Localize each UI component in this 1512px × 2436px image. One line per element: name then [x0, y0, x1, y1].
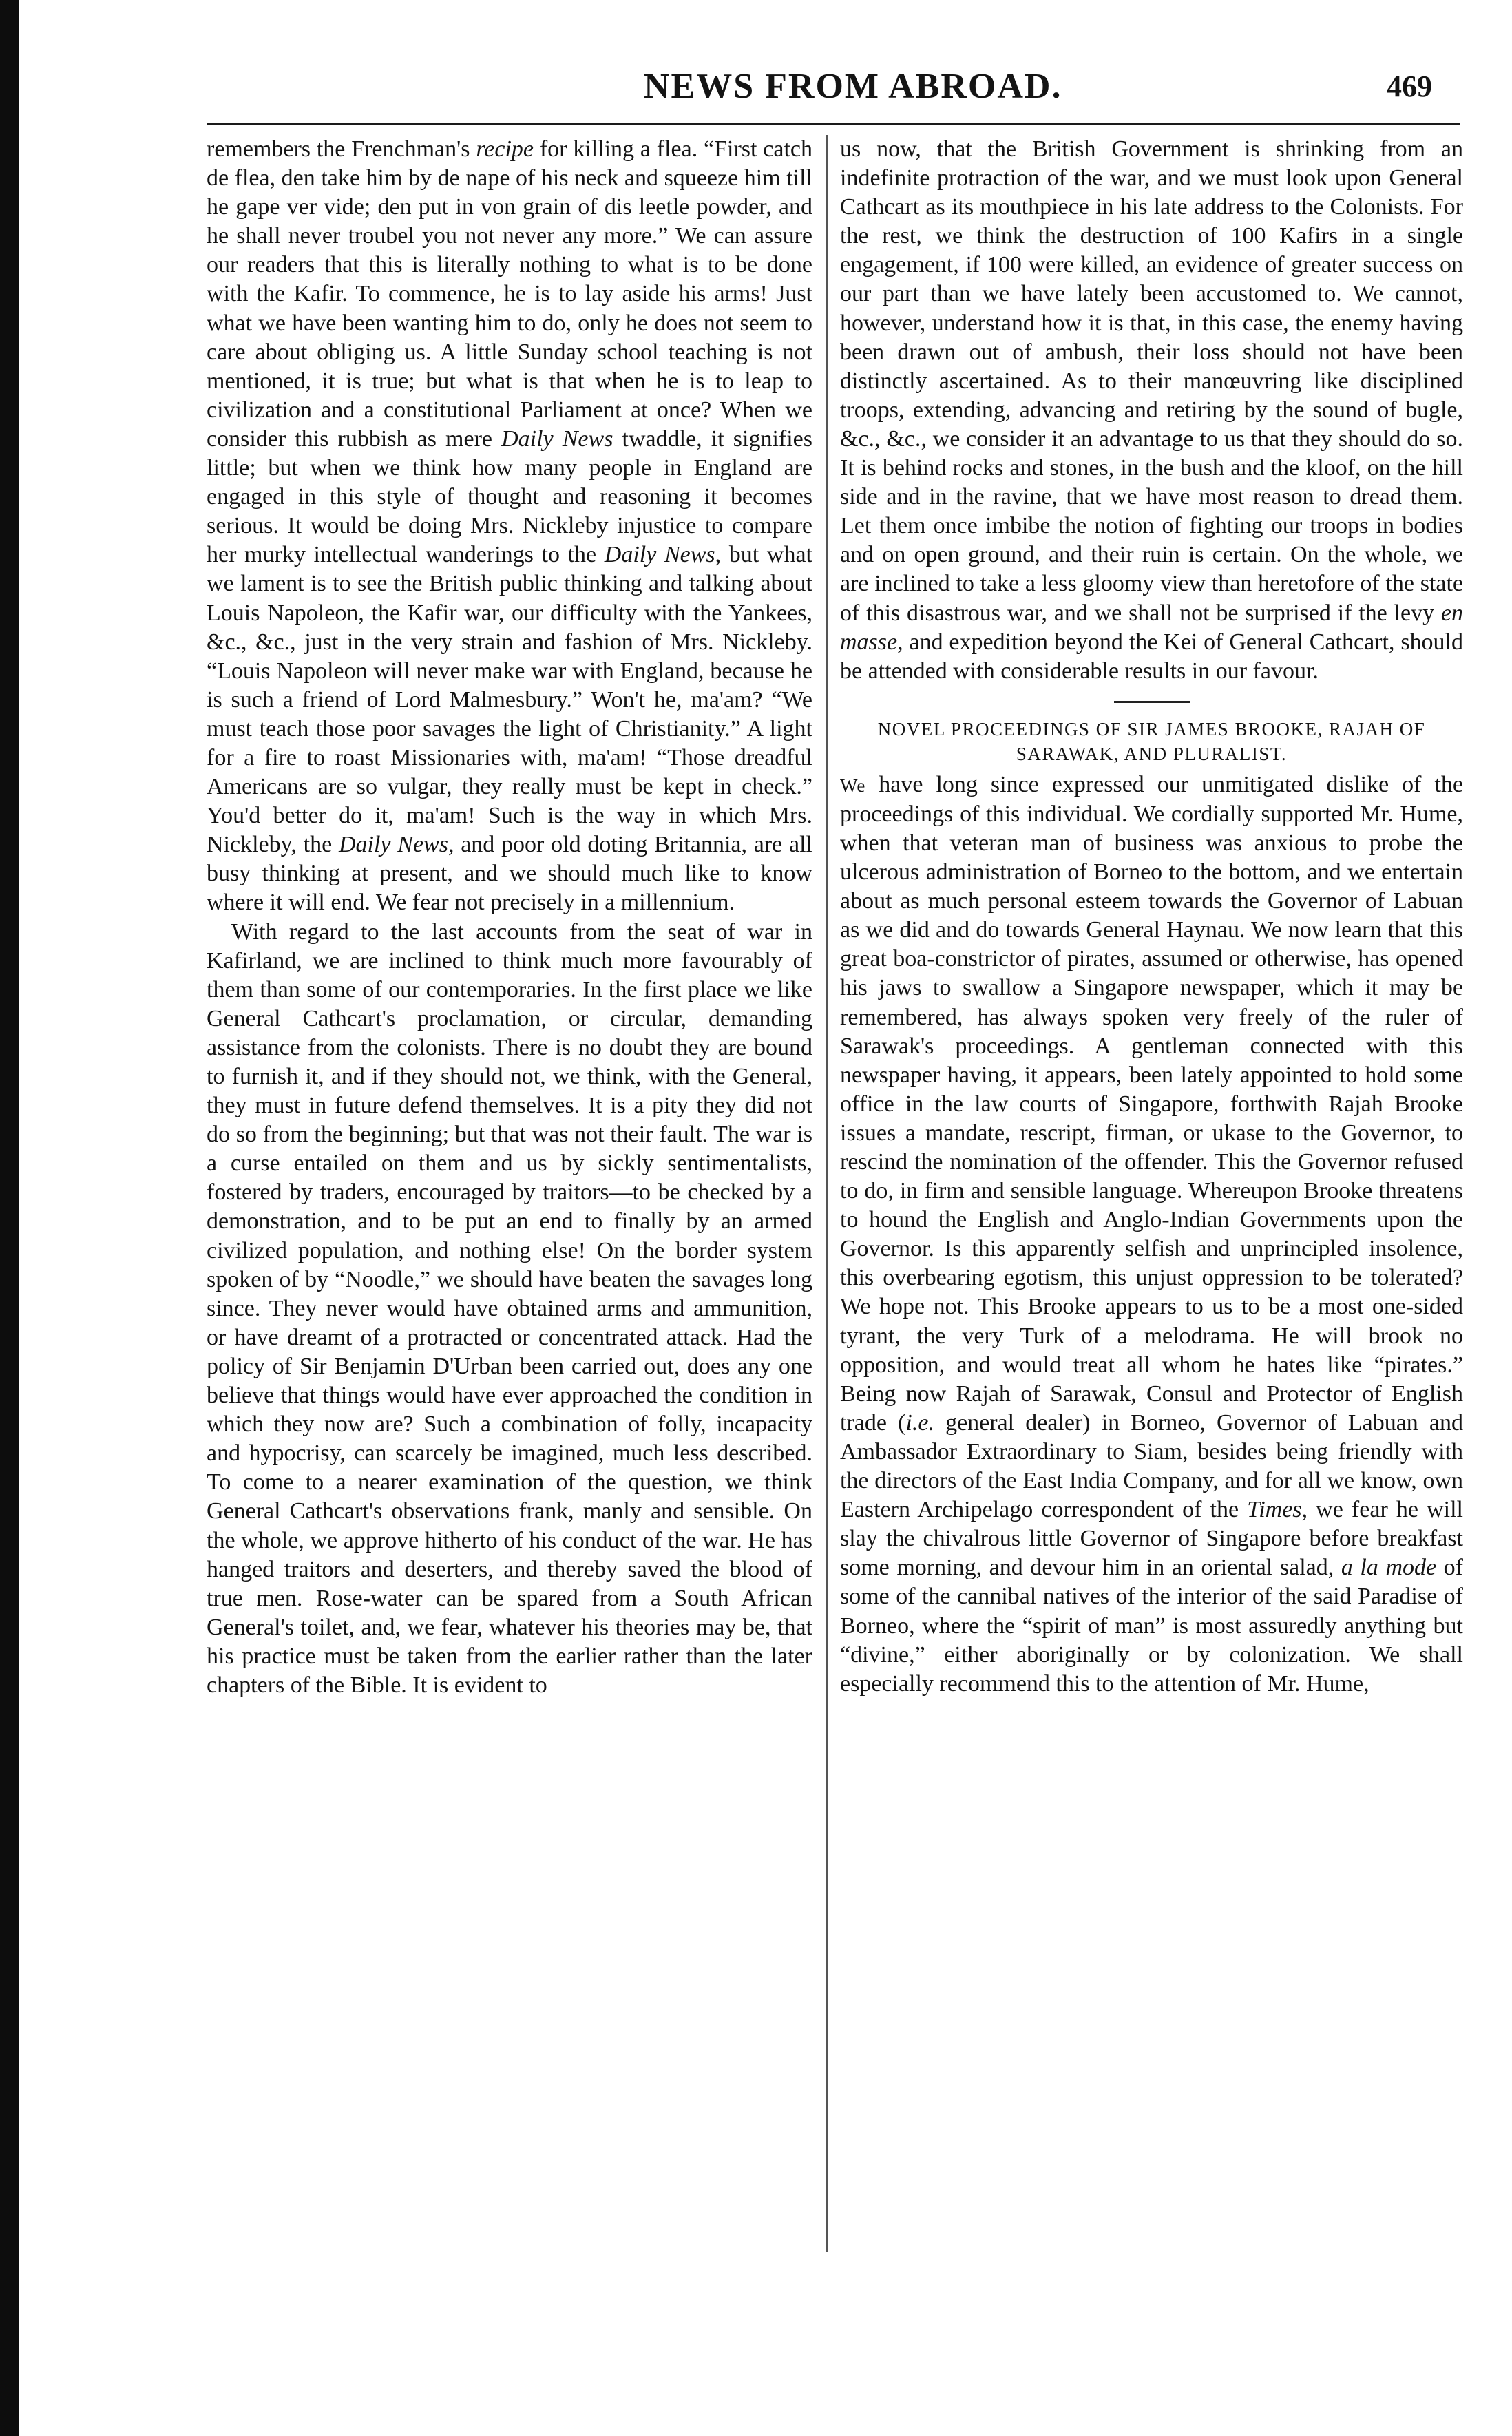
text-run: have long since expressed our unmitigated dislike of the proceedings of this individual. We cordially supported Mr. Hume, when that veteran man of business was anxious to probe the ulcerous administration of Borneo to the bottom, and we entertain about as much personal esteem towards the Governor of Labuan as we did and do towards General Haynau. We now learn that this great boa-constrictor of pirates, assumed or otherwise, has opened his jaws to swallow a Singapore newspaper, which it may be remembered, has always spoken very freely of the ruler of Sarawak's proceedings. A gentleman connected with this newspaper having, it appears, been lately appointed to hold some office in the law courts of Singapore, forthwith Rajah Brooke issues a mandate, rescript, firman, or ukase to the Governor, to rescind the nomination of the offender. This the Governor refused to do, in firm and sensible language. Whereupon Brooke threatens to hound the English and Anglo-Indian Governments upon the Governor. Is this apparently selfish and unprincipled insolence, this overbearing egotism, this unjust oppression to be tolerated? We hope not. This Brooke appears to us to be a most one-sided tyrant, the very Turk of a melodrama. He will brook no opposition, and would treat all whom he hates like “pirates.” Being now Rajah of Sarawak, Consul and Protector of English trade ( [840, 771, 1463, 1436]
text-run: remembers the Frenchman's [207, 136, 476, 162]
left-paragraph-2: With regard to the last accounts from the seat of war in Kafirland, we are inclined to think much more favourably of them than some of our contemporaries. In the first place we like General Cathcart's proclamation, or circular, demanding assistance from the colonists. There is no doubt they are bound to furnish it, and if they should not, we think, with the General, they must in future defend themselves. It is a pity they did not do so from the beginning; but that was not their fault. The war is a curse entailed on them and us by sickly sentimentalists, fostered by traders, encouraged by traitors—to be checked by a demonstration, and to be put an end to finally by an armed civilized population, and nothing else! On the border system spoken of by “Noodle,” we should have beaten the savages long since. They never would have obtained arms and ammunition, or have dreamt of a protracted or concentrated attack. Had the policy of Sir Benjamin D'Urban been carried out, does any one believe that things would have ever approached the condition in which they now are? Such a combination of folly, incapacity and hypocrisy, can scarcely be imagined, much less described. To come to a nearer examination of the question, we think General Cathcart's observations frank, manly and sensible. On the whole, we approve hitherto of his conduct of the war. He has hanged traitors and deserters, and thereby saved the blood of true men. Rose-water can be spared from a South African General's toilet, and, we fear, whatever his theories may be, that his practice must be taken from the earlier rather than the later chapters of the Bible. It is evident to [207, 918, 812, 1698]
section-separator-rule [1114, 701, 1190, 703]
text-run: , and expedition beyond the Kei of General Cathcart, should be attended with considerable results in our favour. [840, 629, 1463, 684]
left-column [207, 135, 812, 1700]
running-title: NEWS FROM ABROAD. [644, 67, 1062, 106]
left-paragraph-1 [207, 135, 812, 918]
italic-run: a la mode [1341, 1555, 1437, 1581]
text-run: , but what we lament is to see the British public thinking and talking about Louis Napoleon, the Kafir war, our difficulty with the Yankees, &c., &c., just in the very strain and fashion of Mrs. Nickleby. “Louis Napoleon will never make war with England, because he is such a friend of Lord Malmesbury.” Won't he, ma'am? “We must teach those poor savages the light of Christianity.” A light for a fire to roast Missionaries with, ma'am! “Those dreadful Americans are so vulgar, they really must be kept in check.” You'd better do it, ma'am! Such is the way in which Mrs. Nickleby, the [207, 542, 812, 858]
page-header [207, 66, 1446, 121]
italic-run: i.e. [905, 1409, 934, 1436]
text-run: of some of the cannibal natives of the interior of the said Paradise of Borneo, where the “spirit of man” is most assuredly anything but “divine,” either aboriginally or by colonization. We shall especially recommend this to the attention of Mr. Hume, [840, 1555, 1463, 1697]
header-rule [207, 123, 1460, 125]
italic-run: en masse [840, 600, 1463, 655]
lead-word: We [840, 775, 866, 796]
right-paragraph-1 [840, 135, 1463, 686]
text-run: , and poor old doting Britannia, are all busy thinking at present, and we should much like to know where it will end. We fear not precisely in a millennium. [207, 832, 812, 916]
italic-run: Daily News [501, 426, 613, 452]
text-run: for killing a flea. “First catch de flea, den take him by de nape of his neck and squeeze him till he gape ver vide; den put in von grain of dis leetle powder, and he shall never troubel you not never any more.” We can assure our readers that this is literally nothing to what is to be done with the Kafir. To commence, he is to lay aside his arms! Just what we have been wanting him to do, only he does not seem to care about obliging us. A little Sunday school teaching is not mentioned, it is true; but what is that when he is to leap to civilization and a constitutional Parliament at once? When we consider this rubbish as mere [207, 136, 812, 452]
text-run: general dealer) in Borneo, Governor of Labuan and Ambassador Extraordinary to Siam, besides being friendly with the directors of the East India Company, and for all we know, own Eastern Archipelago correspondent of the [840, 1409, 1464, 1523]
text-run: us now, that the British Government is shrinking from an indefinite protraction of the war, and we must look upon General Cathcart as its mouthpiece in his late address to the Colonists. For the rest, we think the destruction of 100 Kafirs in a single engagement, if 100 were killed, an evidence of greater success on our part than we have lately been accustomed to. We cannot, however, understand how it is that, in this case, the enemy having been drawn out of ambush, their loss should not have been distinctly ascertained. As to their manœuvring like disciplined troops, extending, advancing and retiring by the sound of bugle, &c., &c., we consider it an advantage to us that they should do so. It is behind rocks and stones, in the bush and the kloof, on the hill side and in the ravine, that we have most reason to dread them. Let them once imbibe the notion of fighting our troops in bodies and on open ground, and their ruin is certain. On the whole, we are inclined to take a less gloomy view than heretofore of the state of this disastrous war, and we shall not be surprised if the levy [840, 136, 1463, 626]
italic-run: recipe [476, 136, 534, 162]
text-run: , we fear he will slay the chivalrous little Governor of Singapore before breakfast some morning, and devour him in an oriental salad, [840, 1497, 1463, 1581]
text-run: twaddle, it signifies little; but when we think how many people in England are engaged in this style of thought and reasoning it becomes serious. It would be doing Mrs. Nickleby injustice to compare her murky intellectual wanderings to the [207, 426, 812, 568]
page-number: 469 [1387, 70, 1432, 103]
right-paragraph-2 [840, 770, 1463, 1699]
italic-run: Daily News [338, 832, 448, 858]
column-divider [826, 135, 828, 2252]
section-heading: NOVEL PROCEEDINGS OF SIR JAMES BROOKE, RAJAH OF SARAWAK, AND PLURALIST. [877, 718, 1426, 764]
italic-run: Times [1247, 1497, 1302, 1523]
italic-run: Daily News [604, 542, 715, 568]
right-column [840, 135, 1463, 1699]
scan-binding-edge [0, 0, 19, 2436]
